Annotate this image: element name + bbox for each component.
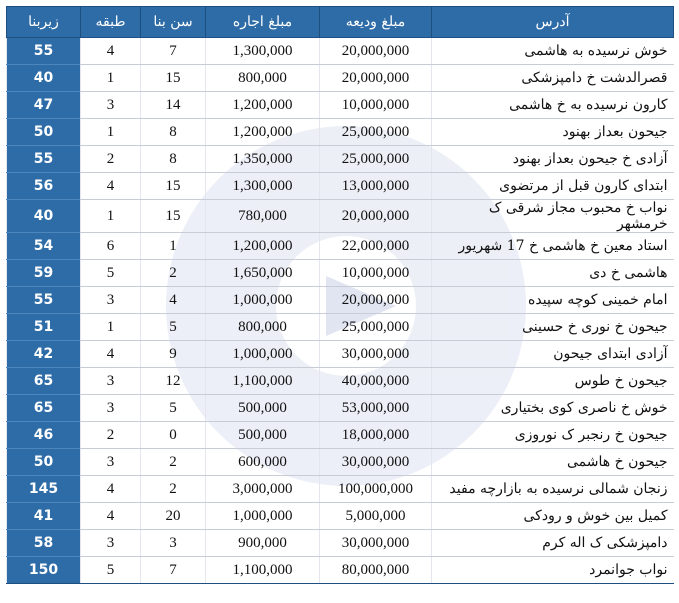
cell-deposit: 30,000,000	[320, 341, 432, 368]
cell-address: کارون نرسیده به خ هاشمی	[432, 92, 674, 119]
cell-rent: 1,300,000	[206, 173, 320, 200]
cell-age: 2	[141, 260, 206, 287]
cell-address: آزادی ابتدای جیحون	[432, 341, 674, 368]
cell-floor: 4	[81, 476, 141, 503]
cell-address: قصرالدشت خ دامپزشکی	[432, 65, 674, 92]
cell-floor: 4	[81, 341, 141, 368]
cell-floor: 5	[81, 557, 141, 584]
cell-address: جیحون خ رنجبر ک نوروزی	[432, 422, 674, 449]
table-row	[7, 395, 674, 422]
cell-address: ابتدای کارون قبل از مرتضوی	[432, 173, 674, 200]
header-floor: طبقه	[81, 7, 141, 38]
cell-deposit: 30,000,000	[320, 530, 432, 557]
cell-age: 8	[141, 146, 206, 173]
table-body	[7, 38, 674, 584]
cell-address: هاشمی خ دی	[432, 260, 674, 287]
cell-age: 14	[141, 92, 206, 119]
cell-address: خوش نرسیده به هاشمی	[432, 38, 674, 65]
cell-deposit: 20,000,000	[320, 287, 432, 314]
cell-area: 59	[7, 260, 81, 287]
cell-floor: 4	[81, 173, 141, 200]
cell-rent: 800,000	[206, 65, 320, 92]
cell-deposit: 20,000,000	[320, 200, 432, 233]
table-row	[7, 422, 674, 449]
cell-rent: 1,300,000	[206, 38, 320, 65]
cell-floor: 3	[81, 92, 141, 119]
rental-listings-table	[6, 6, 674, 584]
table-row	[7, 92, 674, 119]
cell-deposit: 13,000,000	[320, 173, 432, 200]
cell-age: 15	[141, 65, 206, 92]
cell-age: 12	[141, 368, 206, 395]
cell-address: امام خمینی کوچه سپیده	[432, 287, 674, 314]
cell-area: 150	[7, 557, 81, 584]
cell-rent: 500,000	[206, 395, 320, 422]
cell-deposit: 5,000,000	[320, 503, 432, 530]
cell-deposit: 40,000,000	[320, 368, 432, 395]
header-deposit: مبلغ ودیعه	[320, 7, 432, 38]
cell-deposit: 20,000,000	[320, 38, 432, 65]
cell-area: 145	[7, 476, 81, 503]
cell-floor: 3	[81, 530, 141, 557]
cell-area: 51	[7, 314, 81, 341]
table-row	[7, 200, 674, 233]
cell-address: جیحون خ هاشمی	[432, 449, 674, 476]
cell-floor: 4	[81, 38, 141, 65]
table-row	[7, 530, 674, 557]
cell-floor: 4	[81, 503, 141, 530]
cell-deposit: 80,000,000	[320, 557, 432, 584]
cell-deposit: 10,000,000	[320, 92, 432, 119]
cell-floor: 3	[81, 368, 141, 395]
cell-address: استاد معین خ هاشمی خ 17 شهریور	[432, 233, 674, 260]
cell-area: 50	[7, 449, 81, 476]
table-row	[7, 368, 674, 395]
cell-address: نواب جوانمرد	[432, 557, 674, 584]
table-row	[7, 557, 674, 584]
cell-area: 47	[7, 92, 81, 119]
cell-address: خوش خ ناصری کوی بختیاری	[432, 395, 674, 422]
cell-age: 0	[141, 422, 206, 449]
cell-deposit: 25,000,000	[320, 314, 432, 341]
cell-area: 46	[7, 422, 81, 449]
cell-address: جیحون خ نوری خ حسینی	[432, 314, 674, 341]
table-header-row	[7, 7, 674, 38]
table-row	[7, 38, 674, 65]
cell-age: 15	[141, 173, 206, 200]
cell-age: 9	[141, 341, 206, 368]
cell-rent: 1,100,000	[206, 557, 320, 584]
cell-area: 40	[7, 65, 81, 92]
cell-rent: 1,000,000	[206, 503, 320, 530]
cell-rent: 3,000,000	[206, 476, 320, 503]
table-row	[7, 119, 674, 146]
cell-floor: 3	[81, 287, 141, 314]
cell-age: 5	[141, 314, 206, 341]
header-rent: مبلغ اجاره	[206, 7, 320, 38]
cell-address: نواب خ محبوب مجاز شرقی ک خرمشهر	[432, 200, 674, 233]
table-row	[7, 146, 674, 173]
cell-rent: 1,000,000	[206, 287, 320, 314]
cell-deposit: 30,000,000	[320, 449, 432, 476]
cell-deposit: 100,000,000	[320, 476, 432, 503]
cell-address: جیحون بعداز بهنود	[432, 119, 674, 146]
cell-floor: 6	[81, 233, 141, 260]
cell-area: 41	[7, 503, 81, 530]
cell-deposit: 20,000,000	[320, 65, 432, 92]
cell-area: 54	[7, 233, 81, 260]
cell-floor: 1	[81, 119, 141, 146]
cell-age: 3	[141, 530, 206, 557]
cell-rent: 1,650,000	[206, 260, 320, 287]
cell-rent: 1,200,000	[206, 119, 320, 146]
cell-age: 5	[141, 395, 206, 422]
cell-address: کمیل بین خوش و رودکی	[432, 503, 674, 530]
table-row	[7, 503, 674, 530]
cell-deposit: 25,000,000	[320, 146, 432, 173]
table-row	[7, 65, 674, 92]
cell-floor: 2	[81, 422, 141, 449]
cell-area: 55	[7, 146, 81, 173]
cell-rent: 1,100,000	[206, 368, 320, 395]
table-row	[7, 341, 674, 368]
cell-area: 56	[7, 173, 81, 200]
table-row	[7, 233, 674, 260]
cell-age: 4	[141, 287, 206, 314]
cell-floor: 2	[81, 146, 141, 173]
cell-area: 55	[7, 287, 81, 314]
table-row	[7, 314, 674, 341]
cell-deposit: 22,000,000	[320, 233, 432, 260]
cell-age: 2	[141, 476, 206, 503]
cell-deposit: 53,000,000	[320, 395, 432, 422]
header-age: سن بنا	[141, 7, 206, 38]
cell-floor: 5	[81, 260, 141, 287]
cell-age: 1	[141, 233, 206, 260]
cell-rent: 600,000	[206, 449, 320, 476]
cell-floor: 1	[81, 65, 141, 92]
cell-address: زنجان شمالی نرسیده به بازارچه مفید	[432, 476, 674, 503]
cell-area: 40	[7, 200, 81, 233]
cell-address: جیحون خ طوس	[432, 368, 674, 395]
table-row	[7, 173, 674, 200]
cell-age: 20	[141, 503, 206, 530]
cell-age: 7	[141, 38, 206, 65]
cell-rent: 780,000	[206, 200, 320, 233]
cell-area: 55	[7, 38, 81, 65]
cell-age: 2	[141, 449, 206, 476]
cell-floor: 1	[81, 200, 141, 233]
cell-area: 65	[7, 395, 81, 422]
cell-rent: 1,000,000	[206, 341, 320, 368]
cell-floor: 3	[81, 395, 141, 422]
cell-address: آزادی خ جیحون بعداز بهنود	[432, 146, 674, 173]
cell-rent: 1,200,000	[206, 233, 320, 260]
cell-floor: 3	[81, 449, 141, 476]
table-row	[7, 476, 674, 503]
cell-area: 50	[7, 119, 81, 146]
cell-area: 42	[7, 341, 81, 368]
table-row	[7, 260, 674, 287]
cell-deposit: 18,000,000	[320, 422, 432, 449]
cell-rent: 800,000	[206, 314, 320, 341]
cell-rent: 500,000	[206, 422, 320, 449]
cell-deposit: 25,000,000	[320, 119, 432, 146]
cell-deposit: 10,000,000	[320, 260, 432, 287]
table-row	[7, 287, 674, 314]
header-area: زیربنا	[7, 7, 81, 38]
header-address: آدرس	[432, 7, 674, 38]
cell-rent: 900,000	[206, 530, 320, 557]
cell-address: دامپزشکی ک اله کرم	[432, 530, 674, 557]
cell-floor: 1	[81, 314, 141, 341]
cell-rent: 1,200,000	[206, 92, 320, 119]
cell-area: 65	[7, 368, 81, 395]
table-row	[7, 449, 674, 476]
cell-rent: 1,350,000	[206, 146, 320, 173]
cell-age: 7	[141, 557, 206, 584]
cell-area: 58	[7, 530, 81, 557]
listing-table-container	[6, 6, 673, 597]
cell-age: 8	[141, 119, 206, 146]
cell-age: 15	[141, 200, 206, 233]
